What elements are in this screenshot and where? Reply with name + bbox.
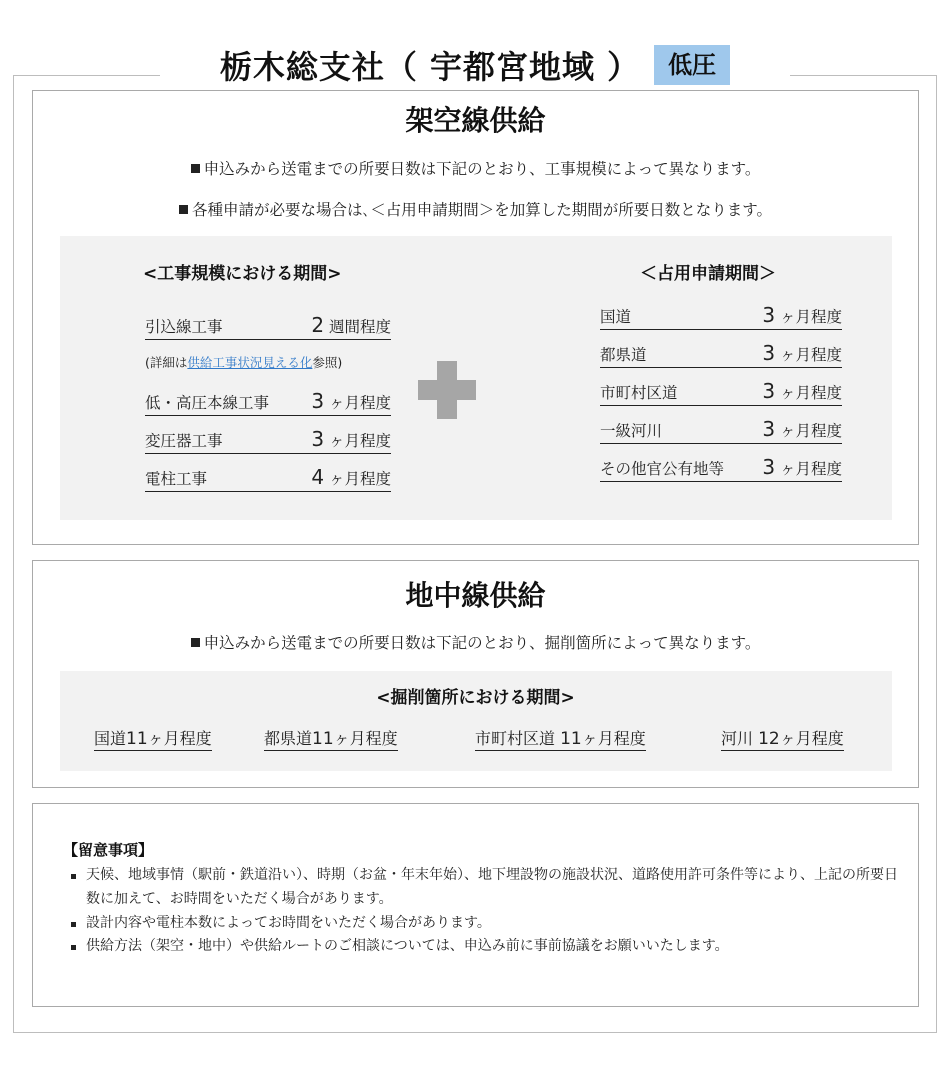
excavation-period-header: <掘削箇所における期間>: [376, 688, 575, 708]
occupancy-row-municipal-road: 市町村区道 3 ヶ月程度: [600, 382, 842, 406]
period-panel: [60, 236, 892, 520]
visibility-link[interactable]: 供給工事状況見える化: [187, 355, 313, 370]
construction-row-main-line: 低・高圧本線工事 3 ヶ月程度: [145, 392, 391, 416]
overhead-note-1: 申込みから送電までの所要日数は下記のとおり、工事規模によって異なります。: [33, 157, 918, 179]
underground-note: 申込みから送電までの所要日数は下記のとおり、掘削箇所によって異なります。: [33, 631, 918, 653]
occupancy-row-class-a-river: 一級河川 3 ヶ月程度: [600, 420, 842, 444]
excavation-prefectural-road: 都県道11ヶ月程度: [264, 726, 398, 751]
remarks-list: [71, 864, 901, 959]
excavation-national-road: 国道11ヶ月程度: [94, 726, 212, 751]
construction-row-service-line: 引込線工事 2 週間程度: [145, 316, 391, 340]
bullet-square-icon: [179, 205, 188, 214]
plus-icon: [418, 361, 476, 419]
occupancy-row-other-public-land: その他官公有地等 3 ヶ月程度: [600, 458, 842, 482]
voltage-badge: 低圧: [654, 45, 730, 85]
excavation-river: 河川 12ヶ月程度: [721, 726, 844, 751]
remark-item: 天候、地域事情（駅前・鉄道沿い）、時期（お盆・年末年始）、地下埋設物の施設状況、道路使用許可条件等により、上記の所要日数に加えて、お時間をいただく場合があります。: [71, 864, 901, 912]
occupancy-row-national-road: 国道 3 ヶ月程度: [600, 306, 842, 330]
remarks-section: [32, 803, 919, 1007]
overhead-supply-section: [32, 90, 919, 545]
overhead-heading: 架空線供給: [405, 104, 546, 137]
construction-period-header: <工事規模における期間>: [143, 264, 342, 284]
bullet-square-icon: [191, 638, 200, 647]
page-title: 栃木総支社（ 宇都宮地域 ）: [219, 48, 641, 86]
remark-item: 供給方法（架空・地中）や供給ルートのご相談については、申込み前に事前協議をお願いいたします。: [71, 935, 901, 959]
remarks-title: 【留意事項】: [63, 841, 154, 859]
underground-supply-section: [32, 560, 919, 788]
occupancy-period-header: ＜占用申請期間＞: [640, 264, 776, 284]
underground-heading: 地中線供給: [405, 579, 546, 612]
occupancy-row-prefectural-road: 都県道 3 ヶ月程度: [600, 344, 842, 368]
construction-row-transformer: 変圧器工事 3 ヶ月程度: [145, 430, 391, 454]
overhead-note-2: 各種申請が必要な場合は､＜占用申請期間＞を加算した期間が所要日数となります。: [33, 198, 918, 220]
remark-item: 設計内容や電柱本数によってお時間をいただく場合があります。: [71, 912, 901, 936]
construction-row-pole: 電柱工事 4 ヶ月程度: [145, 468, 391, 492]
bullet-square-icon: [191, 164, 200, 173]
excavation-municipal-road: 市町村区道 11ヶ月程度: [475, 726, 646, 751]
construction-detail-note: (詳細は供給工事状況見える化参照): [145, 355, 343, 370]
